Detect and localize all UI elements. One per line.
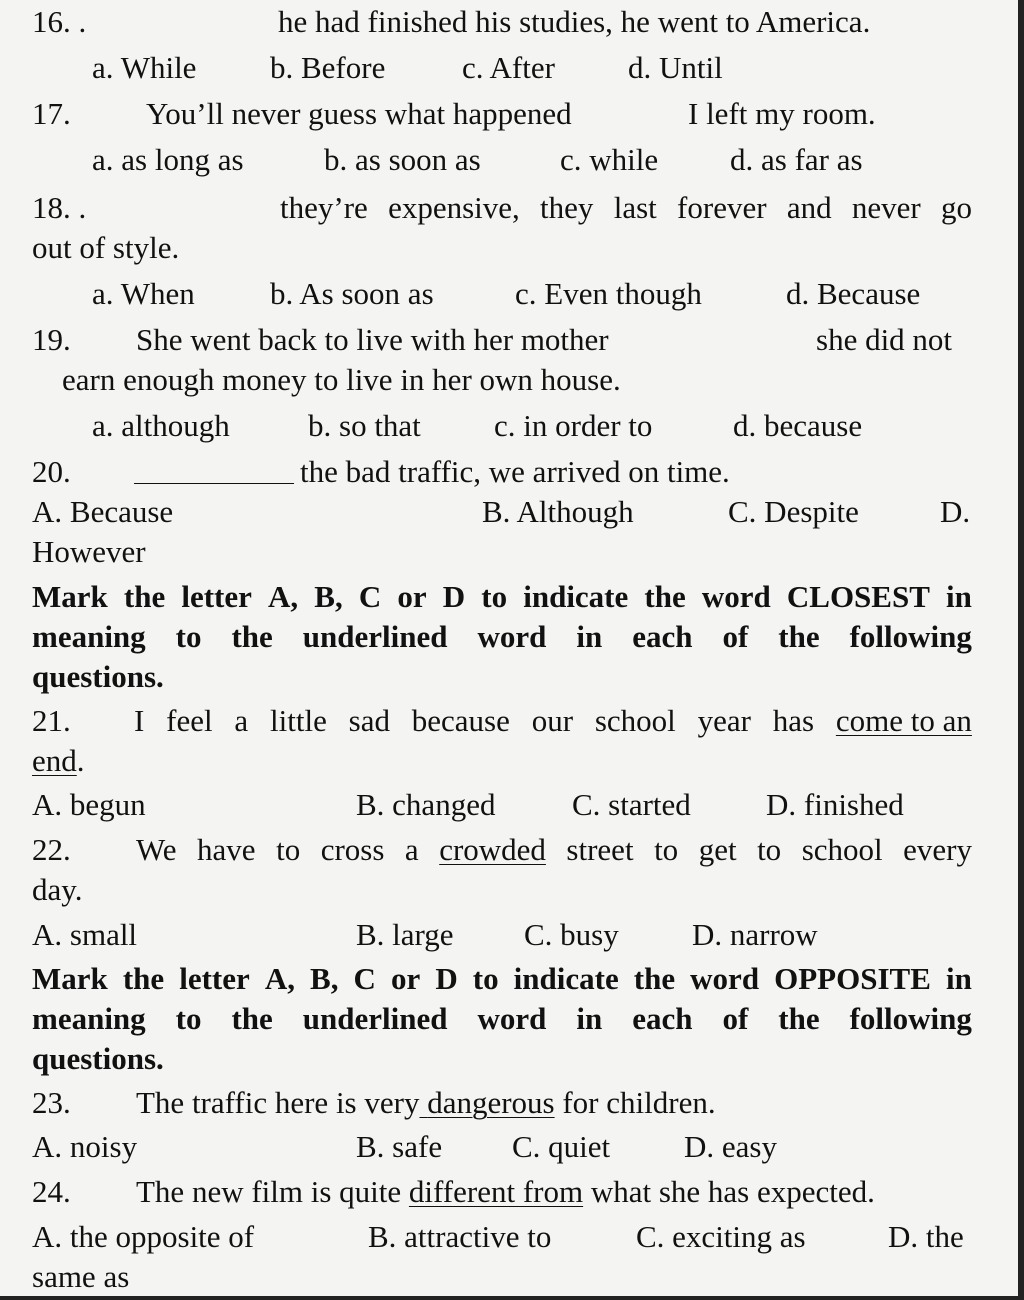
q19-text-before: She went back to live with her mother [136, 322, 609, 357]
word: of [722, 1001, 749, 1036]
q21-tail: . [76, 743, 85, 778]
word: in [946, 579, 972, 614]
word: in [945, 961, 972, 996]
q19-option-a[interactable]: a. although [92, 408, 230, 443]
q23-underlined-word [419, 1085, 554, 1120]
q24-text [136, 1172, 875, 1212]
word: sad [348, 703, 390, 738]
q21-underlined-phrase: come to an [835, 703, 972, 738]
section-opposite-line3: questions. [32, 1041, 164, 1076]
q20-number: 20. [32, 454, 71, 489]
q16-option-a[interactable]: a. While [92, 50, 197, 85]
word: each [632, 619, 693, 654]
q17-text-before: You’ll never guess what happened [146, 96, 572, 131]
word: the [122, 961, 165, 996]
q16-option-d[interactable]: d. Until [628, 50, 723, 85]
q22-number: 22. [32, 832, 71, 867]
q24-option-a[interactable]: A. the opposite of [32, 1219, 255, 1254]
word: school [594, 703, 676, 738]
q19-number: 19. [32, 322, 71, 357]
q18-option-d[interactable]: d. Because [786, 276, 921, 311]
q20-option-d[interactable]: D. [940, 494, 971, 529]
q19-option-c[interactable]: c. in order to [494, 408, 653, 443]
q22-underlined-word: crowded [439, 832, 546, 867]
word: feel [166, 703, 213, 738]
q23-option-a[interactable]: A. noisy [32, 1129, 138, 1164]
word: in [576, 1001, 603, 1036]
word: to [654, 832, 679, 867]
word: school [801, 832, 883, 867]
word: little [270, 703, 327, 738]
q18-text-line2: out of style. [32, 230, 180, 265]
q24-text-after: what she has expected. [590, 1174, 875, 1209]
word: following [849, 1001, 972, 1036]
word: Mark [32, 961, 108, 996]
word: meaning [32, 1001, 146, 1036]
word: in [576, 619, 603, 654]
section-closest-line2 [32, 617, 972, 657]
word: the [231, 1001, 273, 1036]
word: following [849, 619, 972, 654]
q21-text [134, 701, 972, 741]
q17-option-b[interactable]: b. as soon as [324, 142, 481, 177]
q23-number: 23. [32, 1085, 71, 1120]
q22-option-c[interactable]: C. busy [524, 917, 619, 952]
word: or [390, 961, 421, 996]
q17-option-a[interactable]: a. as long as [92, 142, 244, 177]
word: to [276, 832, 301, 867]
word: the [633, 961, 676, 996]
word: letter [181, 579, 252, 614]
q20-answer-blank[interactable] [134, 452, 294, 492]
word: year [697, 703, 751, 738]
word: our [531, 703, 574, 738]
word: or [397, 579, 427, 614]
q24-text-before: The new film is quite [136, 1174, 402, 1209]
q17-option-c[interactable]: c. while [560, 142, 659, 177]
word: Mark [32, 579, 108, 614]
word: C [353, 961, 376, 996]
word: have [197, 832, 256, 867]
q24-option-c[interactable]: C. exciting as [636, 1219, 806, 1254]
q21-option-d[interactable]: D. finished [766, 787, 904, 822]
q23-option-d[interactable]: D. easy [684, 1129, 777, 1164]
word: to [175, 619, 202, 654]
q18-option-b[interactable]: b. As soon as [270, 276, 434, 311]
word: a [234, 703, 249, 738]
word: a [404, 832, 419, 867]
q19-option-b[interactable]: b. so that [308, 408, 421, 443]
q18-text-line1: they’re expensive, they last forever and never go [280, 190, 972, 225]
q19-text-line2: earn enough money to live in her own house. [62, 362, 621, 397]
word: OPPOSITE [774, 961, 931, 996]
section-closest-line1 [32, 577, 972, 617]
q18-option-c[interactable]: c. Even though [515, 276, 702, 311]
section-closest-line3: questions. [32, 659, 164, 694]
word: to [175, 1001, 202, 1036]
word: word [477, 619, 547, 654]
q16-option-c[interactable]: c. After [462, 50, 555, 85]
word: cross [320, 832, 385, 867]
word: to [472, 961, 499, 996]
q23-underlined-text: dangerous [427, 1085, 555, 1120]
word: of [722, 619, 749, 654]
q24-option-d[interactable]: D. the [888, 1219, 964, 1254]
q22-option-b[interactable]: B. large [356, 917, 454, 952]
word: B, [310, 961, 339, 996]
word: D [435, 961, 458, 996]
word: word [701, 579, 771, 614]
word: because [411, 703, 510, 738]
section-opposite-line2 [32, 999, 972, 1039]
word: B, [314, 579, 343, 614]
word: underlined [302, 1001, 448, 1036]
page-edge-right [1018, 0, 1024, 1300]
q16-text: he had finished his studies, he went to America. [278, 4, 871, 39]
word: has [772, 703, 815, 738]
word: to [481, 579, 508, 614]
word: word [690, 961, 760, 996]
word: the [778, 1001, 820, 1036]
q21-option-b[interactable]: B. changed [356, 787, 496, 822]
word: letter [179, 961, 250, 996]
word: indicate [523, 579, 629, 614]
q22-option-a[interactable]: A. small [32, 917, 138, 952]
q23-option-c[interactable]: C. quiet [512, 1129, 611, 1164]
q23-option-b[interactable]: B. safe [356, 1129, 443, 1164]
q20-text: the bad traffic, we arrived on time. [300, 454, 730, 489]
word: underlined [302, 619, 448, 654]
word: the [644, 579, 686, 614]
q23-text-before: The traffic here is very [136, 1085, 420, 1120]
word: A, [268, 579, 299, 614]
word: to [757, 832, 782, 867]
q19-text-after: she did not [816, 322, 953, 357]
q22-option-d[interactable]: D. narrow [692, 917, 818, 952]
q16-number: 16. . [32, 4, 87, 39]
q24-option-b[interactable]: B. attractive to [368, 1219, 552, 1254]
word: meaning [32, 619, 146, 654]
word: every [903, 832, 972, 867]
word: each [632, 1001, 693, 1036]
word: CLOSEST [786, 579, 930, 614]
word: the [778, 619, 820, 654]
q21-text-line2 [32, 741, 85, 781]
word: street [566, 832, 634, 867]
q22-text [136, 830, 972, 870]
word: C [358, 579, 382, 614]
section-opposite-line1 [32, 959, 972, 999]
word: I [134, 703, 145, 738]
q17-option-d[interactable]: d. as far as [730, 142, 863, 177]
q20-option-b[interactable]: B. Although [482, 494, 634, 529]
q21-underlined-end: end [32, 743, 77, 778]
q22-text-line2: day. [32, 872, 83, 907]
word: get [698, 832, 737, 867]
q17-number: 17. [32, 96, 71, 131]
q19-option-d[interactable]: d. because [733, 408, 863, 443]
page-edge-bottom [0, 1296, 1024, 1300]
word: D [442, 579, 466, 614]
q17-text-after: I left my room. [688, 96, 876, 131]
word: We [136, 832, 177, 867]
q24-number: 24. [32, 1174, 71, 1209]
q23-text [136, 1083, 716, 1123]
q18-option-a[interactable]: a. When [92, 276, 195, 311]
word: word [477, 1001, 547, 1036]
q24-option-d-cont[interactable]: same as [32, 1259, 130, 1294]
word: indicate [513, 961, 619, 996]
q18-number: 18. . [32, 190, 87, 225]
q21-number: 21. [32, 703, 71, 738]
q21-option-c[interactable]: C. started [572, 787, 691, 822]
q23-text-after: for children. [562, 1085, 716, 1120]
q20-option-c[interactable]: C. Despite [728, 494, 859, 529]
q21-option-a[interactable]: A. begun [32, 787, 146, 822]
word: the [123, 579, 166, 614]
q20-option-d-cont[interactable]: However [32, 534, 146, 569]
word: the [231, 619, 273, 654]
q20-option-a[interactable]: A. Because [32, 494, 174, 529]
word: A, [264, 961, 295, 996]
q24-underlined-phrase: different from [408, 1174, 584, 1209]
q16-option-b[interactable]: b. Before [270, 50, 386, 85]
